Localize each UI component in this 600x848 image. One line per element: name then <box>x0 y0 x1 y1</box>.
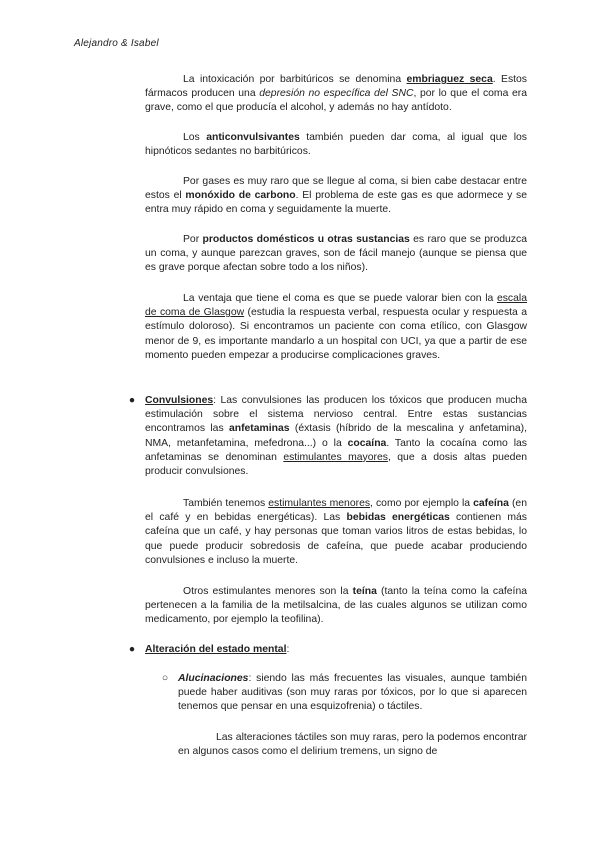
paragraph-glasgow: La ventaja que tiene el coma es que se puede valorar bien con la escala de coma de Glasgow (estudia la respuesta verbal, respuesta ocular y respuesta a estímulo doloroso). Si encontramos un paciente con coma etílico, con Glasgow menor de 9, es importante mandarlo a un hospital con UCI, ya que a partir de ese momento pueden empezar a producirse complicaciones graves. <box>145 293 527 361</box>
bullet-circle: ○ <box>161 673 169 684</box>
paragraph-convulsiones: Convulsiones: Las convulsiones las producen los tóxicos que producen mucha estimulación sobre el sistema nervioso central. Entre estas sustancias encontramos las anfetaminas (éxtasis (híbrido de la mescalina y anfetamina), NMA, metanfetamina, mefedrona...) o la cocaína. Tanto la cocaína como las anfetaminas se denominan estimulantes mayores, que a dosis altas pueden producir convulsiones. <box>145 395 528 478</box>
paragraph-alucinaciones: Alucinaciones: siendo las más frecuentes las visuales, aunque también puede haber auditivas (son muy raras por tóxicos, por lo que si aparecen tenemos que pensar en una esquizofrenia) o táctiles. <box>178 673 527 713</box>
bullet-dot: ● <box>128 644 136 655</box>
paragraph-teina: Otros estimulantes menores son la teína (tanto la teína como la cafeína pertenecen a la familia de la metilsalcina, de las cuales algunos se utilizan como medicamento, por ejemplo la teofilina). <box>145 586 528 626</box>
paragraph-anticonvulsivantes: Los anticonvulsivantes también pueden dar coma, al igual que los hipnóticos sedantes no barbitúricos. <box>145 132 527 158</box>
heading-alteracion-estado-mental: Alteración del estado mental: <box>145 644 290 655</box>
paragraph-estimulantes-menores: También tenemos estimulantes menores, como por ejemplo la cafeína (en el café y en bebidas energéticas). Las bebidas energéticas contienen más cafeína que un café, y hay personas que toman varios litros de estas bebidas, lo que puede producir sobredosis de cafeína, que puede acabar produciendo convulsiones e incluso la muerte. <box>145 498 527 566</box>
paragraph-barbituricos: La intoxicación por barbitúricos se denomina embriaguez seca. Estos fármacos producen una depresión no específica del SNC, por lo que el coma era grave, como el que producía el alcohol, y además no hay antídoto. <box>145 74 528 114</box>
page-header: Alejandro & Isabel <box>74 38 159 49</box>
paragraph-alteraciones-tactiles: Las alteraciones táctiles son muy raras, pero la podemos encontrar en algunos casos como el delirium tremens, un signo de <box>178 732 527 758</box>
bullet-dot: ● <box>128 395 136 406</box>
paragraph-gases: Por gases es muy raro que se llegue al coma, si bien cabe destacar entre estos el monóxido de carbono. El problema de este gas es que adormece y se entra muy rápido en coma y seguidamente la muerte. <box>145 176 527 216</box>
paragraph-productos-domesticos: Por productos domésticos u otras sustancias es raro que se produzca un coma, y aunque parezcan graves, son de fácil manejo (aunque se piensa que es grave porque afectan sobre todo a los niños). <box>145 234 527 274</box>
